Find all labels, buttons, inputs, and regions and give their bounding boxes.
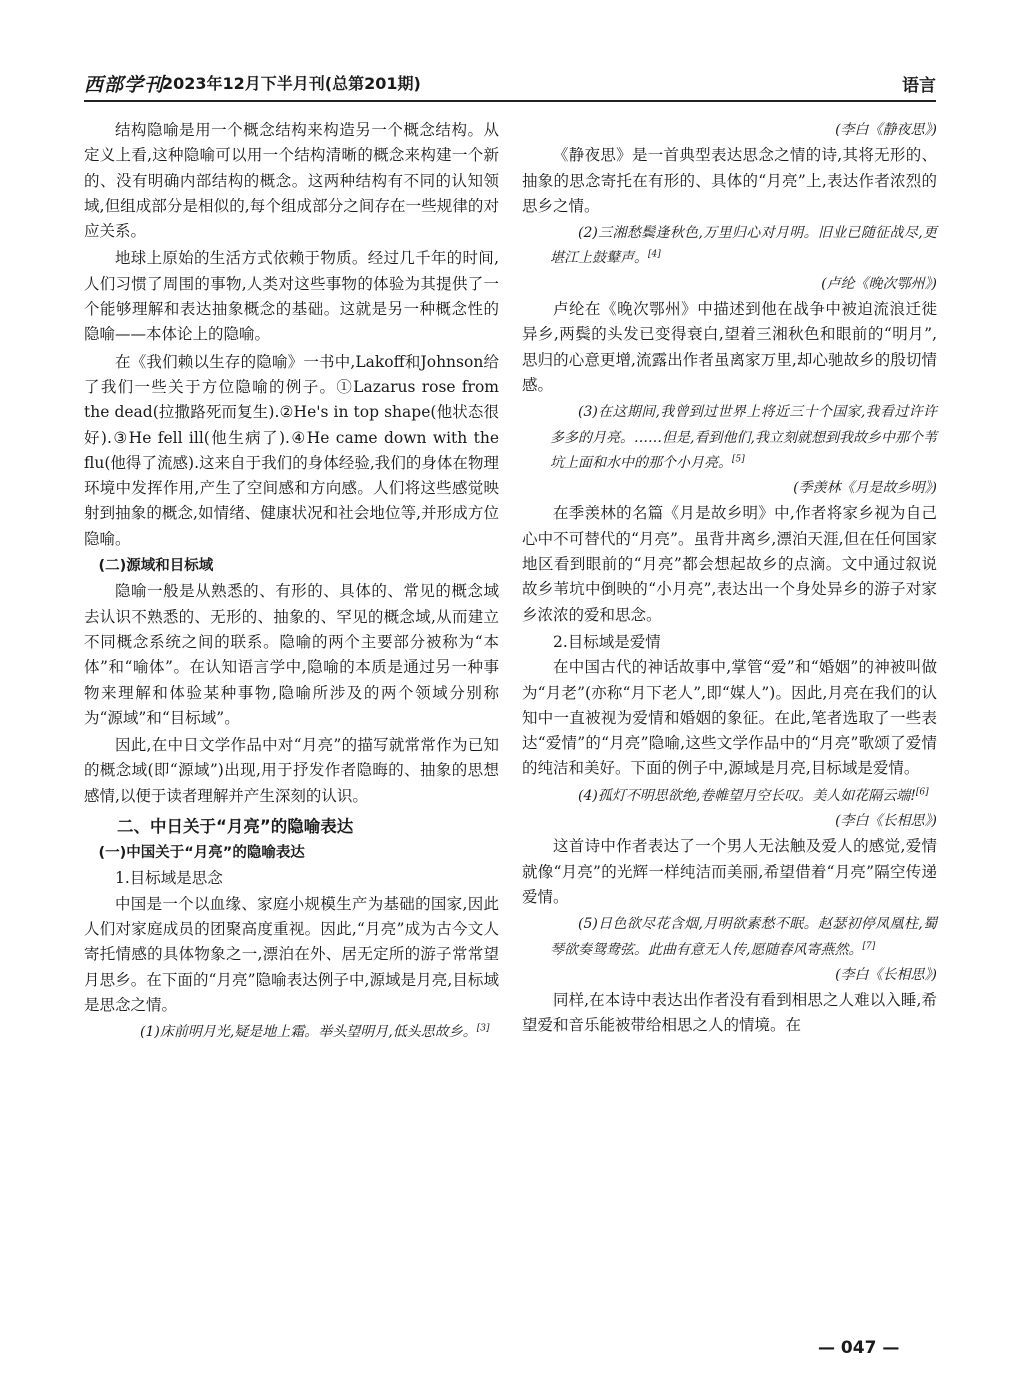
quote-1-text: (1)床前明月光,疑是地上霜。举头望明月,低头思故乡。: [140, 1024, 477, 1041]
left-column: [84, 118, 499, 1045]
quote-4-text: (4)孤灯不明思欲绝,卷帷望月空长叹。美人如花隔云端!: [578, 787, 916, 804]
section-tag: 语言: [902, 76, 936, 96]
ref-4: [4]: [648, 249, 661, 260]
paragraph-lulun: 卢纶在《晚次鄂州》中描述到他在战争中被迫流浪迁徙异乡,两鬓的头发已变得衰白,望着三湘秋色和眼前的“明月”,思归的心意更增,流露出作者虽离家万里,却心驰故乡的殷切情感。: [522, 300, 937, 394]
heading-source-target: (二)源域和目标域: [98, 558, 214, 575]
paragraph-china-family: 中国是一个以血缘、家庭小规模生产为基础的国家,因此人们对家庭成员的团聚高度重视。因此,“月亮”成为古今文人寄托情感的具体物象之一,漂泊在外、居无定所的游子常常望月思乡。在下面的“月亮”隐喻表达例子中,源域是月亮,目标域是思念之情。: [84, 894, 499, 1014]
quote-3: [522, 400, 937, 476]
page-header: [84, 68, 936, 98]
issue-info: 2023年12月下半月刊(总第201期): [162, 74, 421, 93]
ref-3: [3]: [476, 1023, 490, 1034]
ref-6: [6]: [915, 787, 929, 798]
journal-logo: 西部学刊: [84, 74, 165, 96]
heading-section-two: 二、中日关于“月亮”的隐喻表达: [117, 817, 354, 837]
ref-5: [5]: [732, 454, 745, 465]
paragraph-moon-source: 因此,在中日文学作品中对“月亮”的描写就常常作为已知的概念域(即“源域”)出现,用于抒发作者隐晦的、抽象的思想感情,以便于读者理解并产生深刻的认识。: [84, 736, 499, 805]
paragraph-longing-sleep: 同样,在本诗中表达出作者没有看到相思之人难以入睡,希望爱和音乐能被带给相思之人的情境。在: [522, 991, 937, 1035]
quote-5: [522, 912, 937, 963]
header-rule: [84, 100, 936, 102]
paragraph-jingyesi: 《静夜思》是一首典型表达思念之情的诗,其将无形的、抽象的思念寄托在有形的、具体的“月亮”上,表达作者浓烈的思乡之情。: [522, 146, 937, 215]
citation-3: (季羡林《月是故乡明》): [793, 480, 937, 497]
citation-2: (卢纶《晚次鄂州》): [821, 275, 937, 292]
paragraph-structural-metaphor: 结构隐喻是用一个概念结构来构造另一个概念结构。从定义上看,这种隐喻可以用一个结构清晰的概念来构建一个新的、没有明确内部结构的概念。这两种结构有不同的认知领域,但组成部分是相似的,每个组成部分之间存在一些规律的对应关系。: [84, 121, 499, 241]
quote-2: [522, 221, 937, 272]
quote-2-text: (2)三湘愁鬓逢秋色,万里归心对月明。旧业已随征战尽,更堪江上鼓鼙声。: [550, 225, 937, 267]
subheading-longing: 1.目标域是思念: [115, 869, 223, 888]
right-column: [522, 118, 937, 1039]
quote-4: [522, 784, 937, 809]
paragraph-yuelao: 在中国古代的神话故事中,掌管“爱”和“婚姻”的神被叫做为“月老”(亦称“月下老人”,即“媒人”)。因此,月亮在我们的认知中一直被视为爱情和婚姻的象征。在此,笔者选取了一些表达“爱情”的“月亮”隐喻,这些文学作品中的“月亮”歌颂了爱情的纯洁和美好。下面的例子中,源域是月亮,目标域是爱情。: [522, 658, 937, 778]
paragraph-jixianlin: 在季羡林的名篇《月是故乡明》中,作者将家乡视为自己心中不可替代的“月亮”。虽背井离乡,漂泊天涯,但在任何国家地区看到眼前的“月亮”都会想起故乡的点滴。文中通过叙说故乡苇坑中倒映的“小月亮”,表达出一个身处异乡的游子对家乡浓浓的爱和思念。: [522, 504, 937, 624]
citation-4: (李白《长相思》): [835, 813, 937, 830]
quote-3-text: (3)在这期间,我曾到过世界上将近三十个国家,我看过许许多多的月亮。……但是,看到他们,我立刻就想到我故乡中那个苇坑上面和水中的那个小月亮。: [550, 404, 937, 471]
quote-5-text: (5)日色欲尽花含烟,月明欲素愁不眠。赵瑟初停凤凰柱,蜀琴欲奏鸳鸯弦。此曲有意无人传,愿随春风寄燕然。: [550, 916, 937, 958]
subheading-love: 2.目标域是爱情: [553, 632, 661, 651]
citation-1: (李白《静夜思》): [835, 122, 937, 138]
paragraph-love-moon: 这首诗中作者表达了一个男人无法触及爱人的感觉,爱情就像“月亮”的光辉一样纯洁而美丽,希望借着“月亮”隔空传递爱情。: [522, 837, 937, 906]
paragraph-ontological-metaphor: 地球上原始的生活方式依赖于物质。经过几千年的时间,人们习惯了周围的事物,人类对这些事物的体验为其提供了一个能够理解和表达抽象概念的基础。这就是另一种概念性的隐喻——本体论上的隐喻。: [84, 249, 499, 344]
ref-7: [7]: [862, 940, 876, 951]
quote-1: [84, 1020, 499, 1045]
paragraph-orientational-metaphor: 在《我们赖以生存的隐喻》一书中,Lakoff和Johnson给了我们一些关于方位隐喻的例子。①Lazarus rose from the dead(拉撒路死而复生).②He's in top shape(他状态很好).③He fell ill(他生病了).④He came down with the flu(他得了流感).这来自于我们的身体经验,我们的身体在物理环境中发挥作用,产生了空间感和方向感。人们将这些感觉映射到抽象的概念,如情绪、健康状况和社会地位等,并形成方位隐喻。: [84, 352, 499, 548]
page-number: — 047 —: [818, 1338, 900, 1358]
citation-5: (李白《长相思》): [835, 966, 937, 983]
paragraph-source-target: 隐喻一般是从熟悉的、有形的、具体的、常见的概念域去认识不熟悉的、无形的、抽象的、罕见的概念域,从而建立不同概念系统之间的联系。隐喻的两个主要部分被称为“本体”和“喻体”。在认知语言学中,隐喻的本质是通过另一种事物来理解和体验某种事物,隐喻所涉及的两个领域分别称为“源域”和“目标域”。: [84, 582, 499, 727]
heading-chinese-moon: (一)中国关于“月亮”的隐喻表达: [98, 845, 305, 862]
